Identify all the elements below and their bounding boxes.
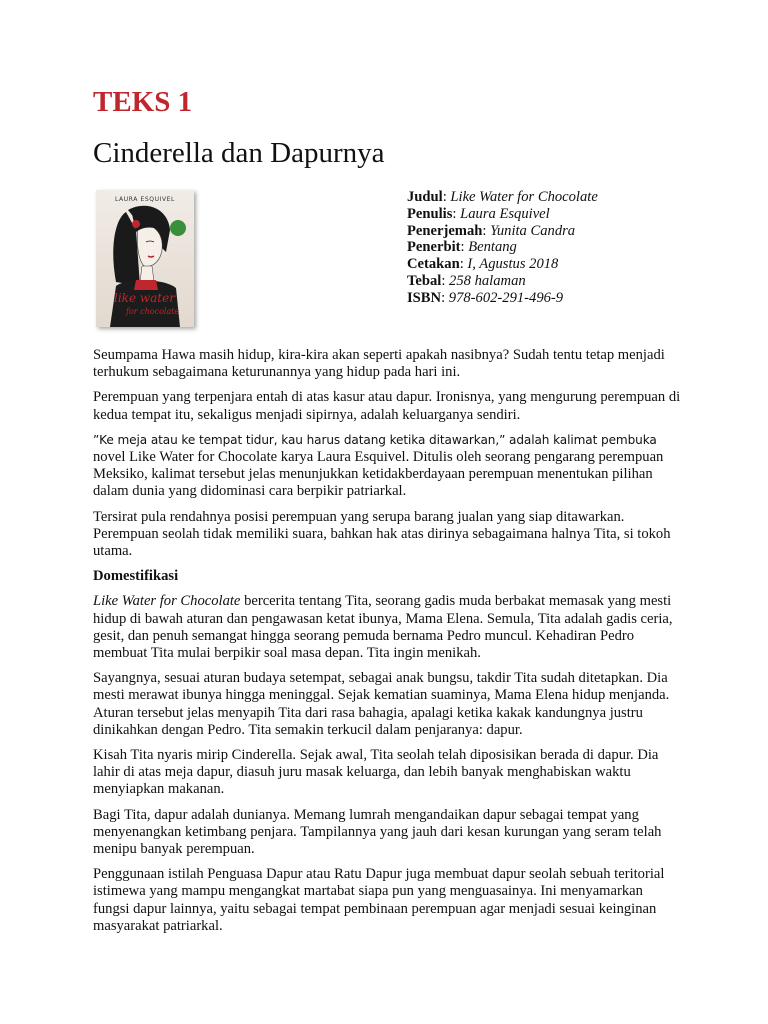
- meta-row-judul: Judul: Like Water for Chocolate: [407, 189, 598, 205]
- paragraph-3-rest: novel Like Water for Chocolate karya Laura Esquivel. Ditulis oleh seorang pengarang perempuan Meksiko, kalimat tersebut jelas menunjukkan ketidakberdayaan perempuan menentukan pilihan dalam dunia yang didominasi cara berpikir patriarkal.: [93, 449, 664, 500]
- paragraph-4: Tersirat pula rendahnya posisi perempuan yang serupa barang jualan yang siap ditawarkan. Perempuan seolah tidak memiliki suara, bahkan hak atas dirinya sebagaimana halnya Tita, si tokoh utama.: [93, 508, 671, 560]
- book-metadata: [407, 189, 598, 307]
- section-heading-domestifikasi: Domestifikasi: [93, 568, 179, 585]
- opening-quote: ”Ke meja atau ke tempat tidur, kau harus datang ketika ditawarkan,” adalah kalimat pembuka: [93, 432, 657, 447]
- page-title: Cinderella dan Dapurnya: [93, 137, 385, 169]
- teks-label: TEKS 1: [93, 86, 193, 118]
- paragraph-6: Sayangnya, sesuai aturan budaya setempat, sebagai anak bungsu, takdir Tita sudah ditetapkan. Dia mesti merawat ibunya hingga meninggal. Sejak kematian suaminya, Mama Elena hidup menjanda. Aturan tersebut jelas menyapih Tita dari rasa bahagia, apalagi ketika kakak kandungnya justru dinikahkan dengan Pedro. Tita semakin terkucil dalam penjaranya: dapur.: [93, 670, 670, 738]
- cover-author: LAURA ESQUIVEL: [114, 196, 176, 203]
- paragraph-5: Like Water for Chocolate bercerita tentang Tita, seorang gadis muda berbakat memasak yang mesti hidup di bawah aturan dan pengawasan ketat ibunya, Mama Elena. Semula, Tita adalah gadis ceria, gesit, dan penuh semangat hingga seorang pemuda bernama Pedro muncul. Kehadiran Pedro membuat Tita mulai berpikir soal masa depan. Tita ingin menikah.: [93, 593, 673, 662]
- paragraph-9: Penggunaan istilah Penguasa Dapur atau Ratu Dapur juga membuat dapur seolah sebuah teritorial istimewa yang mampu mengangkat martabat siapa pun yang menguasainya. Ini menyamarkan fungsi dapur lainnya, yaitu sebagai tempat pembinaan perempuan agar menjadi sesuai keinginan masyarakat patriarkal.: [93, 866, 665, 934]
- meta-row-penulis: Penulis: Laura Esquivel: [407, 205, 550, 222]
- meta-row-cetakan: Cetakan: I, Agustus 2018: [407, 256, 559, 273]
- paragraph-3: [93, 432, 683, 501]
- meta-row-isbn: ISBN: 978-602-291-496-9: [407, 289, 564, 306]
- book-cover-image: [96, 190, 194, 327]
- meta-row-penerbit: Penerbit: Bentang: [407, 239, 517, 256]
- paragraph-2: Perempuan yang terpenjara entah di atas kasur atau dapur. Ironisnya, yang mengurung perempuan di kedua tempat itu, sekaligus menjadi sipirnya, adalah keluarganya sendiri.: [93, 389, 681, 423]
- paragraph-7: Kisah Tita nyaris mirip Cinderella. Sejak awal, Tita seolah telah diposisikan berada di dapur. Dia lahir di atas meja dapur, diasuh juru masak keluarga, dan lebih banyak menghabiskan waktu menyiapkan makanan.: [93, 747, 659, 798]
- paragraph-8: Bagi Tita, dapur adalah dunianya. Memang lumrah mengandaikan dapur sebagai tempat yang menyenangkan ketimbang penjara. Tampilannya yang jauh dari kesan kurungan yang seram telah menipu banyak perempuan.: [93, 806, 662, 858]
- book-title-italic: Like Water for Chocolate: [93, 593, 241, 610]
- meta-row-penerjemah: Penerjemah: Yunita Candra: [407, 222, 576, 239]
- meta-row-tebal: Tebal: 258 halaman: [407, 272, 526, 289]
- paragraph-1: Seumpama Hawa masih hidup, kira-kira akan seperti apakah nasibnya? Sudah tentu tetap menjadi terhukum sebagaimana keturunannya yang hidup pada hari ini.: [93, 347, 665, 381]
- cover-title-line1: like water: [114, 291, 175, 305]
- cover-title-line2: for chocolate: [126, 307, 180, 316]
- article-body: [93, 347, 683, 943]
